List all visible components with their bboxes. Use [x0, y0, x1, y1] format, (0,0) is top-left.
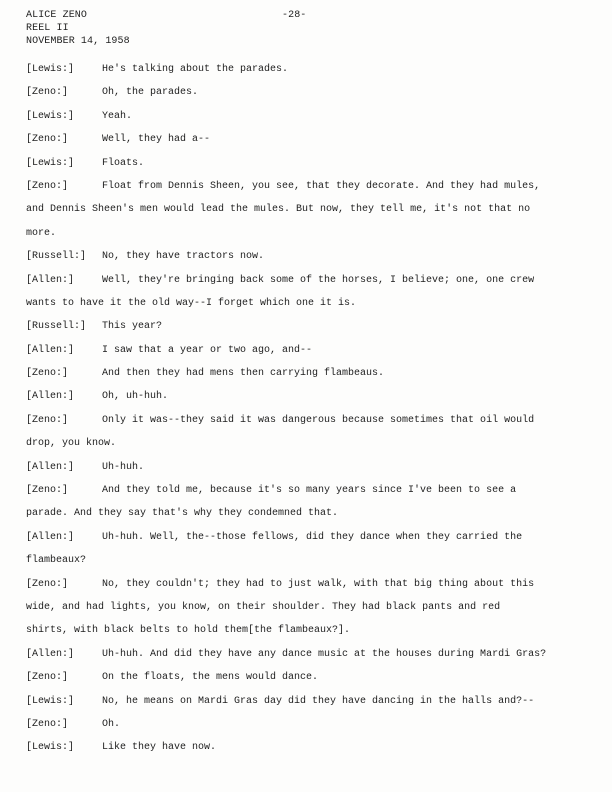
- utterance-text: Yeah.: [102, 110, 133, 122]
- utterance-text: Well, they're bringing back some of the horses, I believe; one, one crew: [102, 274, 535, 286]
- transcript-line: [26, 58, 598, 81]
- speaker-label: [Zeno:]: [26, 718, 69, 730]
- utterance-continuation: wants to have it the old way--I forget which one it is.: [26, 297, 357, 309]
- transcript-line: [26, 245, 598, 268]
- utterance-text: No, they couldn't; they had to just walk, with that big thing about this: [102, 578, 535, 590]
- speaker-label: [Russell:]: [26, 321, 87, 333]
- utterance-text: Uh-huh.: [102, 461, 145, 473]
- utterance-text: He's talking about the parades.: [102, 64, 289, 75]
- transcript-line: [26, 269, 598, 292]
- speaker-label: [Allen:]: [26, 274, 75, 286]
- speaker-label: [Zeno:]: [26, 414, 69, 426]
- transcript-line: [26, 292, 598, 315]
- transcript-line: [26, 339, 598, 362]
- transcript-line: [26, 573, 598, 596]
- transcript-line: [26, 198, 598, 221]
- transcript-line: [26, 643, 598, 666]
- speaker-label: [Zeno:]: [26, 134, 69, 146]
- transcript-line: [26, 690, 598, 713]
- utterance-text: Floats.: [102, 157, 145, 169]
- utterance-text: Oh, the parades.: [102, 87, 199, 99]
- utterance-continuation: more.: [26, 227, 57, 239]
- speaker-label: [Russell:]: [26, 251, 87, 263]
- transcript-line: [26, 713, 598, 736]
- utterance-text: Float from Dennis Sheen, you see, that they decorate. And they had mules,: [102, 180, 541, 192]
- speaker-label: [Allen:]: [26, 461, 75, 473]
- speaker-label: [Allen:]: [26, 648, 75, 660]
- utterance-text: No, he means on Mardi Gras day did they have dancing in the halls and?--: [102, 695, 535, 707]
- speaker-label: [Zeno:]: [26, 87, 69, 99]
- utterance-continuation: flambeaux?: [26, 555, 87, 567]
- utterance-text: Oh.: [102, 718, 121, 730]
- speaker-label: [Lewis:]: [26, 110, 75, 122]
- speaker-label: [Zeno:]: [26, 672, 69, 684]
- utterance-continuation: parade. And they say that's why they condemned that.: [26, 508, 339, 520]
- speaker-label: [Zeno:]: [26, 485, 69, 497]
- speaker-label: [Zeno:]: [26, 578, 69, 590]
- utterance-text: I saw that a year or two ago, and--: [102, 344, 313, 356]
- speaker-label: [Lewis:]: [26, 742, 75, 754]
- transcript-line: [26, 596, 598, 619]
- utterance-text: And then they had mens then carrying flambeaus.: [102, 368, 385, 380]
- interviewee-name: ALICE ZENO: [26, 10, 88, 21]
- utterance-text: Oh, uh-huh.: [102, 391, 169, 403]
- speaker-label: [Zeno:]: [26, 180, 69, 192]
- transcript-line: [26, 502, 598, 525]
- page-number: -28-: [282, 10, 307, 21]
- speaker-label: [Allen:]: [26, 391, 75, 403]
- utterance-continuation: drop, you know.: [26, 438, 117, 450]
- utterance-continuation: wide, and had lights, you know, on their shoulder. They had black pants and red: [26, 601, 501, 613]
- transcript-line: [26, 362, 598, 385]
- utterance-text: And they told me, because it's so many years since I've been to see a: [102, 485, 517, 497]
- transcript-line: [26, 736, 598, 759]
- utterance-text: Only it was--they said it was dangerous because sometimes that oil would: [102, 414, 535, 426]
- transcript-line: [26, 385, 598, 408]
- utterance-text: On the floats, the mens would dance.: [102, 672, 319, 684]
- speaker-label: [Allen:]: [26, 531, 75, 543]
- reel-label: REEL II: [26, 23, 69, 34]
- utterance-text: Uh-huh. And did they have any dance music at the houses during Mardi Gras?: [102, 648, 547, 660]
- utterance-continuation: shirts, with black belts to hold them[the flambeaux?].: [26, 625, 351, 637]
- transcript-line: [26, 315, 598, 338]
- transcript-line: [26, 81, 598, 104]
- utterance-text: No, they have tractors now.: [102, 251, 265, 263]
- transcript-line: [26, 175, 598, 198]
- transcript-line: [26, 432, 598, 455]
- transcript-line: [26, 152, 598, 175]
- transcript-line: [26, 222, 598, 245]
- speaker-label: [Lewis:]: [26, 695, 75, 707]
- speaker-label: [Lewis:]: [26, 64, 75, 75]
- utterance-continuation: and Dennis Sheen's men would lead the mules. But now, they tell me, it's not that no: [26, 204, 531, 216]
- transcript-line: [26, 456, 598, 479]
- utterance-text: Uh-huh. Well, the--those fellows, did they dance when they carried the: [102, 531, 523, 543]
- utterance-text: Like they have now.: [102, 742, 217, 754]
- transcript-line: [26, 409, 598, 432]
- transcript-line: [26, 128, 598, 151]
- speaker-label: [Lewis:]: [26, 157, 75, 169]
- transcript-line: [26, 549, 598, 572]
- utterance-text: This year?: [102, 321, 163, 333]
- transcript-line: [26, 526, 598, 549]
- transcript-body: [26, 58, 598, 760]
- utterance-text: Well, they had a--: [102, 134, 211, 146]
- transcript-line: [26, 479, 598, 502]
- transcript-line: [26, 105, 598, 128]
- speaker-label: [Allen:]: [26, 344, 75, 356]
- interview-date: NOVEMBER 14, 1958: [26, 36, 130, 47]
- transcript-line: [26, 619, 598, 642]
- speaker-label: [Zeno:]: [26, 368, 69, 380]
- transcript-line: [26, 666, 598, 689]
